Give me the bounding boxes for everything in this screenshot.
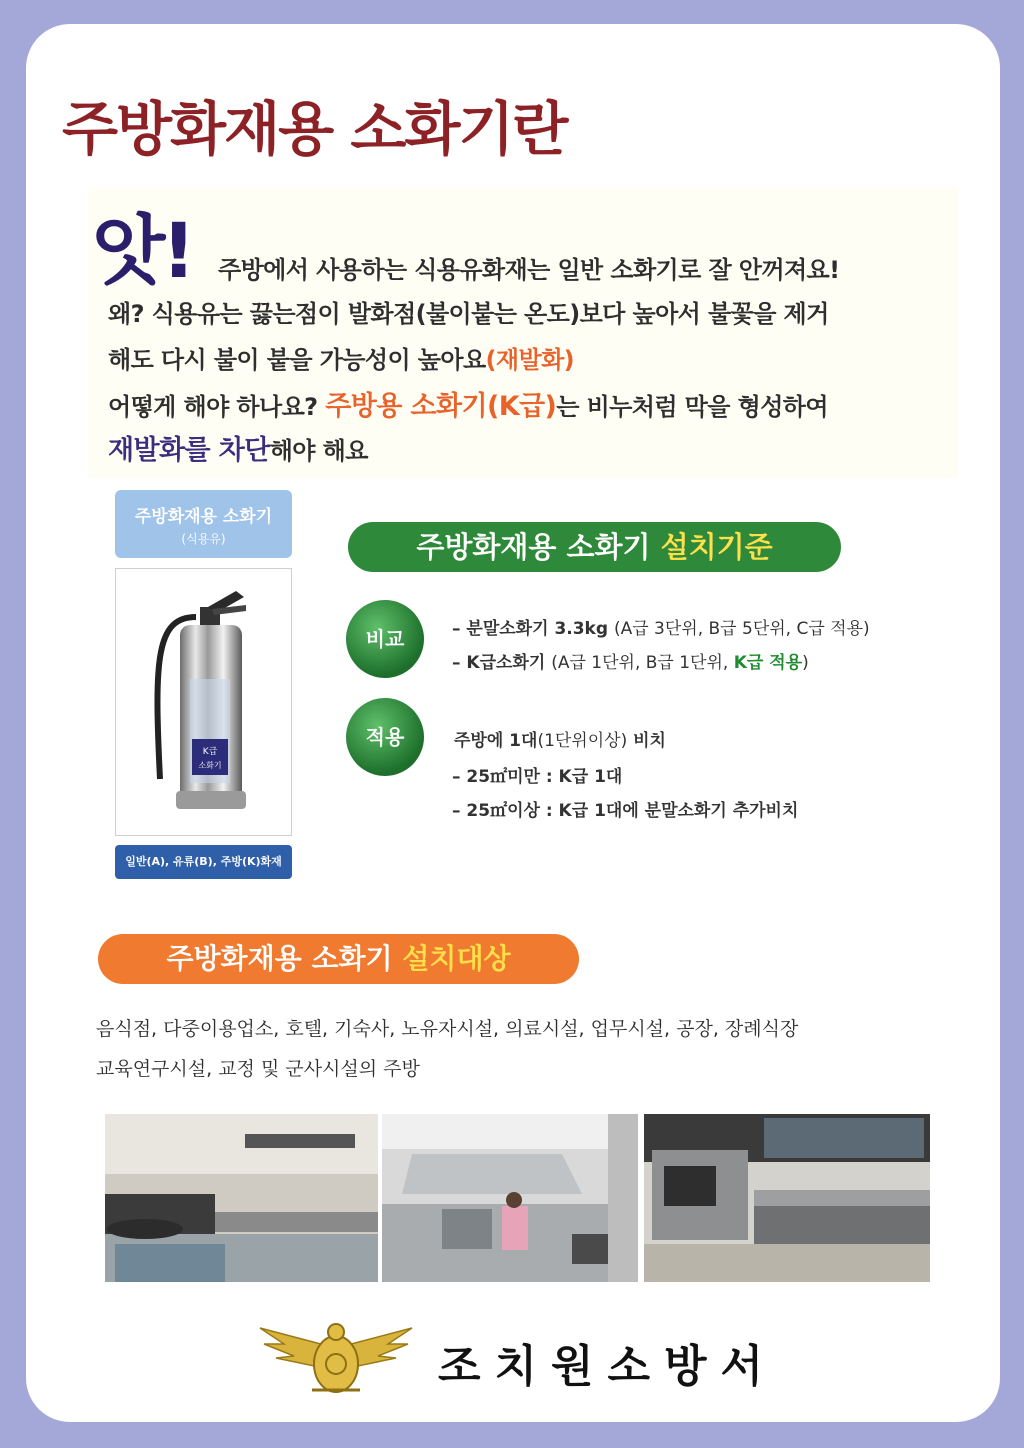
compare-badge: 비교 [346, 600, 424, 678]
kitchen-photo-2 [382, 1114, 638, 1282]
standard-title-a: 주방화재용 소화기 [416, 530, 661, 564]
compare-line-1-detail: (A급 3단위, B급 5단위, C급 적용) [613, 619, 870, 639]
intro-line-5 [108, 428, 368, 467]
extinguisher-label [115, 490, 292, 558]
apply-line-1-detail: (1단위이상) [537, 731, 628, 751]
extinguisher-label-title: 주방화재용 소화기 [134, 507, 273, 527]
compare-line-2-main: – K급소화기 [452, 653, 552, 673]
intro-line-3-text: 해도 다시 불이 붙을 가능성이 높아요 [108, 346, 486, 374]
target-title-a: 주방화재용 소화기 [166, 942, 403, 975]
kitchen-photo-3 [644, 1114, 930, 1282]
department-name: 조치원소방서 [438, 1341, 778, 1392]
target-title-pill [98, 934, 579, 984]
intro-line-1: 주방에서 사용하는 식용유화재는 일반 소화기로 잘 안꺼져요! [218, 256, 840, 284]
compare-line-2 [452, 648, 809, 673]
page-title: 주방화재용 소화기란 [62, 95, 567, 163]
extinguisher-image-frame [115, 568, 292, 836]
standard-title-pill [348, 522, 841, 572]
compare-line-1-main: – 분말소화기 3.3kg [452, 619, 614, 639]
apply-line-2: – 25㎡미만 : K급 1대 [452, 767, 623, 787]
extinguisher-fire-classes: 일반(A), 유류(B), 주방(K)화재 [115, 845, 292, 879]
exclaim-text: 앗! [92, 206, 193, 295]
apply-line-3: – 25㎡이상 : K급 1대에 분말소화기 추가비치 [452, 801, 799, 821]
target-line-2: 교육연구시설, 교정 및 군사시설의 주방 [96, 1058, 420, 1080]
compare-line-2-close: ) [802, 653, 809, 673]
fire-department-emblem [254, 1318, 418, 1400]
extinguisher-tag-1: K급 [202, 747, 218, 757]
intro-line-3 [108, 340, 574, 375]
intro-line-2: 왜? 식용유는 끓는점이 발화점(불이붙는 온도)보다 높아서 불꽃을 제거 [108, 300, 829, 328]
block-reignition-highlight: 재발화를 차단 [108, 435, 270, 466]
intro-line-4-rest: 는 비누처럼 막을 형성하여 [556, 393, 828, 421]
intro-line-4-question: 어떻게 해야 하나요? [108, 393, 326, 421]
extinguisher-tag-2: 소화기 [198, 761, 222, 770]
kitchen-photo-1 [105, 1114, 378, 1282]
compare-line-2-detail: (A급 1단위, B급 1단위, [551, 653, 734, 673]
apply-line-1-end: 비치 [627, 731, 666, 751]
extinguisher-illustration [116, 569, 293, 835]
target-line-1: 음식점, 다중이용업소, 호텔, 기숙사, 노유자시설, 의료시설, 업무시설, 공장, 장례식장 [96, 1018, 799, 1040]
target-title-b: 설치대상 [402, 942, 511, 975]
extinguisher-label-sub: (식용유) [181, 532, 226, 546]
intro-line-5-rest: 해야 해요 [269, 437, 368, 465]
intro-line-4 [108, 384, 828, 423]
apply-line-1 [454, 726, 666, 751]
apply-badge: 적용 [346, 698, 424, 776]
apply-line-1-main: 주방에 1대 [454, 731, 538, 751]
standard-title-b: 설치기준 [660, 530, 773, 564]
k-class-highlight: 주방용 소화기(K급) [325, 391, 557, 422]
reignition-highlight: (재발화) [485, 346, 575, 374]
compare-line-1 [452, 614, 870, 639]
compare-line-2-k: K급 적용 [733, 653, 803, 673]
